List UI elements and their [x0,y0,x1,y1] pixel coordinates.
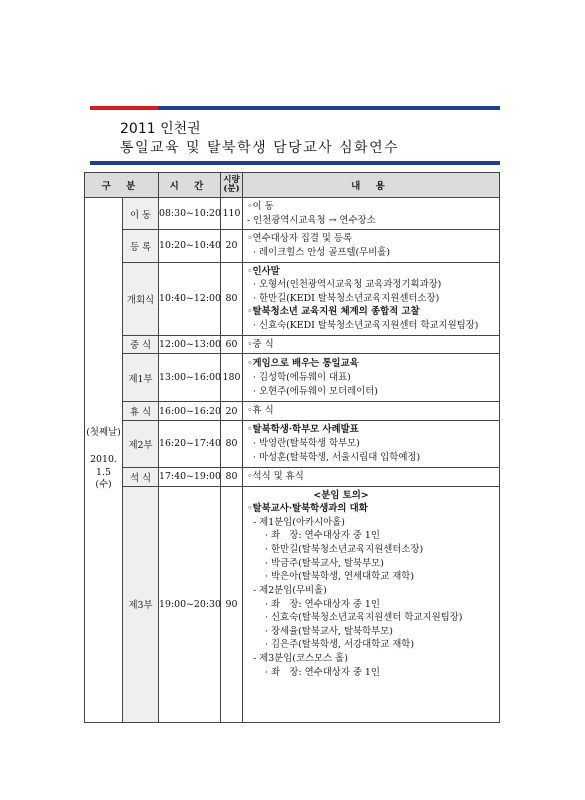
row-minutes: 80 [221,420,243,467]
row-content [243,420,500,467]
content-line: - 제1분임(아카시아홀) [253,516,345,528]
content-line: <분임 토의> [313,489,369,501]
row-content [243,354,500,402]
table-row [85,335,500,354]
row-content [243,230,500,262]
content-line: · 오현주(에듀웨이 모더레이터) [253,385,378,397]
row-name: 제3부 [123,486,159,722]
header-category: 구 분 [85,173,159,198]
table-row [85,486,500,722]
row-name: 휴 식 [123,402,159,421]
row-name: 제2부 [123,420,159,467]
row-time: 19:00~20:30 [159,486,221,722]
content-line: · 신효숙(탈북청소년교육지원센터 학교지원팀장) [265,612,463,624]
header-time: 시 간 [159,173,221,198]
row-content [243,467,500,486]
row-name: 이 동 [123,198,159,230]
row-content [243,335,500,354]
content-line: ◦휴 식 [247,405,274,417]
table-row [85,262,500,335]
row-minutes: 20 [221,402,243,421]
content-line: · 레이크힐스 안성 골프텔(무비홀) [253,246,390,258]
row-minutes: 80 [221,467,243,486]
table-row [85,420,500,467]
row-minutes: 20 [221,230,243,262]
table-row [85,467,500,486]
content-line: · 박금주(탈북교사, 탈북부모) [265,557,384,569]
content-line: · 오형서(인천광역시교육청 교육과정기획과장) [253,279,442,291]
content-line: · 장세율(탈북교사, 탈북학부모) [265,625,393,637]
content-line: ◦석식 및 휴식 [247,470,304,482]
schedule-table [84,172,500,723]
content-line: ◦탈북교사·탈북학생과의 대화 [247,503,368,515]
row-content [243,198,500,230]
row-name: 등 록 [123,230,159,262]
content-line: ◦중 식 [247,338,274,350]
header-content: 내 용 [243,173,500,198]
content-line: - 제2분임(무비홀) [253,584,327,596]
row-minutes: 110 [221,198,243,230]
content-line: ◦연수대상자 집결 및 등록 [247,233,353,245]
content-line: · 박은아(탈북학생, 연세대학교 재학) [265,571,415,583]
content-line: · 신효숙(KEDI 탈북청소년교육지원센터 학교지원팀장) [253,320,479,331]
page-title: 통일교육 및 탈북학생 담당교사 심화연수 [120,140,400,156]
row-name: 제1부 [123,354,159,402]
header-rule-accent [90,106,158,110]
row-time: 10:40~12:00 [159,262,221,335]
header-minutes: 시량(분) [221,173,243,198]
table-row [85,198,500,230]
content-line: ◦게임으로 배우는 통일교육 [247,358,359,370]
content-line: - 인천광역시교육청 → 연수장소 [247,214,376,226]
table-row [85,230,500,262]
row-content [243,486,500,722]
content-line: · 좌 장: 연수대상자 중 1인 [265,530,380,542]
content-line: · 좌 장: 연수대상자 중 1인 [265,598,380,610]
content-line: · 좌 장: 연수대상자 중 1인 [265,666,380,678]
content-line: · 한만길(KEDI 탈북청소년교육지원센터소장) [253,292,440,304]
content-line: ◦이 동 [247,201,274,212]
row-time: 10:20~10:40 [159,230,221,262]
content-line: · 박영란(탈북학생 학부모) [253,438,360,450]
content-line: ◦인사말 [247,265,280,277]
header-rule-bottom [90,161,500,165]
row-name: 중 식 [123,335,159,354]
title-year-region: 2011 인천권 [120,121,201,137]
row-name: 개회식 [123,262,159,335]
content-line: ◦탈북학생·학부모 사례발표 [247,424,359,436]
row-time: 13:00~16:00 [159,354,221,402]
table-row [85,402,500,421]
content-line: - 제3분임(코스모스 홀) [253,653,348,664]
row-time: 17:40~19:00 [159,467,221,486]
row-time: 16:00~16:20 [159,402,221,421]
row-minutes: 90 [221,486,243,722]
table-row [85,354,500,402]
day-weekday: (수) [95,479,112,491]
row-content [243,262,500,335]
row-minutes: 180 [221,354,243,402]
row-content [243,402,500,421]
content-line: · 한만길(탈북청소년교육지원센터소장) [265,544,424,555]
day-cell [85,198,123,723]
row-time: 12:00~13:00 [159,335,221,354]
day-label: (첫째날) [86,427,121,439]
content-line: · 김성학(에듀웨이 대표) [253,371,351,383]
row-name: 석 식 [123,467,159,486]
row-minutes: 80 [221,262,243,335]
row-minutes: 60 [221,335,243,354]
row-time: 16:20~17:40 [159,420,221,467]
day-date: 2010. 1.5 [90,454,117,478]
content-line: ◦탈북청소년 교육지원 체계의 종합적 고찰 [247,306,420,318]
table-header-row [85,173,500,198]
content-line: · 마성훈(탈북학생, 서울시립대 입학예정) [253,451,421,463]
row-time: 08:30~10:20 [159,198,221,230]
content-line: · 김은주(탈북학생, 서강대학교 재학) [265,639,415,651]
